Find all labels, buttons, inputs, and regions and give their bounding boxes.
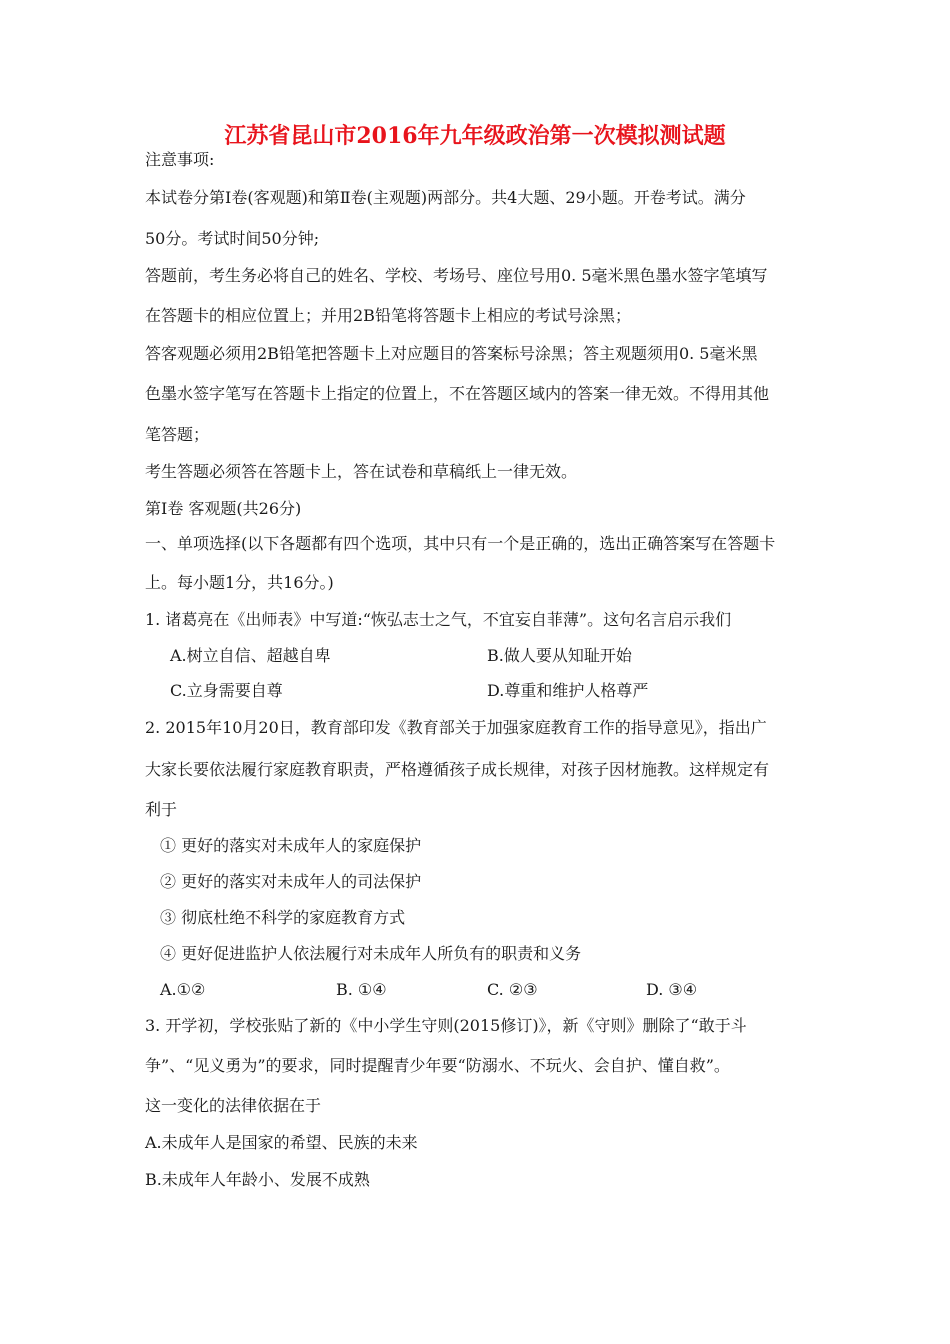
q1-option-b: B.做人要从知耻开始 xyxy=(487,646,632,665)
q2-option-a: A.①② xyxy=(160,980,206,999)
notice-line: 笔答题； xyxy=(145,425,210,444)
q2-item-1: ① 更好的落实对未成年人的家庭保护 xyxy=(160,836,422,855)
notice-line: 50分。考试时间50分钟; xyxy=(145,229,320,248)
question-2-stem: 2. 2015年10月20日，教育部印发《教育部关于加强家庭教育工作的指导意见》，指出广 xyxy=(145,718,767,737)
q2-option-b: B. ①④ xyxy=(336,980,387,999)
question-3-stem: 这一变化的法律依据在于 xyxy=(145,1096,322,1115)
notice-line: 本试卷分第Ⅰ卷(客观题)和第Ⅱ卷(主观题)两部分。共4大题、29小题。开卷考试。满分 xyxy=(145,188,746,207)
q3-option-b: B.未成年人年龄小、发展不成熟 xyxy=(145,1170,370,1189)
section-instruction: 上。每小题1分，共16分。) xyxy=(145,573,334,592)
notice-line: 考生答题必须答在答题卡上，答在试卷和草稿纸上一律无效。 xyxy=(145,462,578,481)
notice-heading: 注意事项: xyxy=(145,150,215,169)
notice-line: 答客观题必须用2B铅笔把答题卡上对应题目的答案标号涂黑；答主观题须用0. 5毫米黑 xyxy=(145,344,758,363)
notice-line: 色墨水签字笔写在答题卡上指定的位置上，不在答题区域内的答案一律无效。不得用其他 xyxy=(145,384,770,403)
notice-line: 在答题卡的相应位置上；并用2B铅笔将答题卡上相应的考试号涂黑； xyxy=(145,306,631,325)
q3-option-a: A.未成年人是国家的希望、民族的未来 xyxy=(145,1133,418,1152)
q1-option-d: D.尊重和维护人格尊严 xyxy=(487,681,649,700)
q2-item-3: ③ 彻底杜绝不科学的家庭教育方式 xyxy=(160,908,406,927)
section-heading: 第Ⅰ卷 客观题(共26分) xyxy=(145,499,302,518)
question-3-stem: 争”、“见义勇为”的要求，同时提醒青少年要“防溺水、不玩火、会自护、懂自救”。 xyxy=(145,1056,730,1075)
question-3-stem: 3. 开学初，学校张贴了新的《中小学生守则(2015修订)》，新《守则》删除了“敢于斗 xyxy=(145,1016,747,1035)
q2-option-d: D. ③④ xyxy=(646,980,698,999)
q1-option-a: A.树立自信、超越自卑 xyxy=(170,646,331,665)
q2-option-c: C. ②③ xyxy=(487,980,538,999)
page-title: 江苏省昆山市2016年九年级政治第一次模拟测试题 xyxy=(224,123,726,149)
section-instruction: 一、单项选择(以下各题都有四个选项，其中只有一个是正确的，选出正确答案写在答题卡 xyxy=(145,534,776,553)
q2-item-4: ④ 更好促进监护人依法履行对未成年人所负有的职责和义务 xyxy=(160,944,582,963)
question-1-stem: 1. 诸葛亮在《出师表》中写道:“恢弘志士之气，不宜妄自菲薄”。这句名言启示我们 xyxy=(145,610,732,629)
question-2-stem: 利于 xyxy=(145,800,178,819)
notice-line: 答题前，考生务必将自己的姓名、学校、考场号、座位号用0. 5毫米黑色墨水签字笔填写 xyxy=(145,266,768,285)
question-2-stem: 大家长要依法履行家庭教育职责，严格遵循孩子成长规律，对孩子因材施教。这样规定有 xyxy=(145,760,770,779)
q1-option-c: C.立身需要自尊 xyxy=(170,681,283,700)
q2-item-2: ② 更好的落实对未成年人的司法保护 xyxy=(160,872,422,891)
